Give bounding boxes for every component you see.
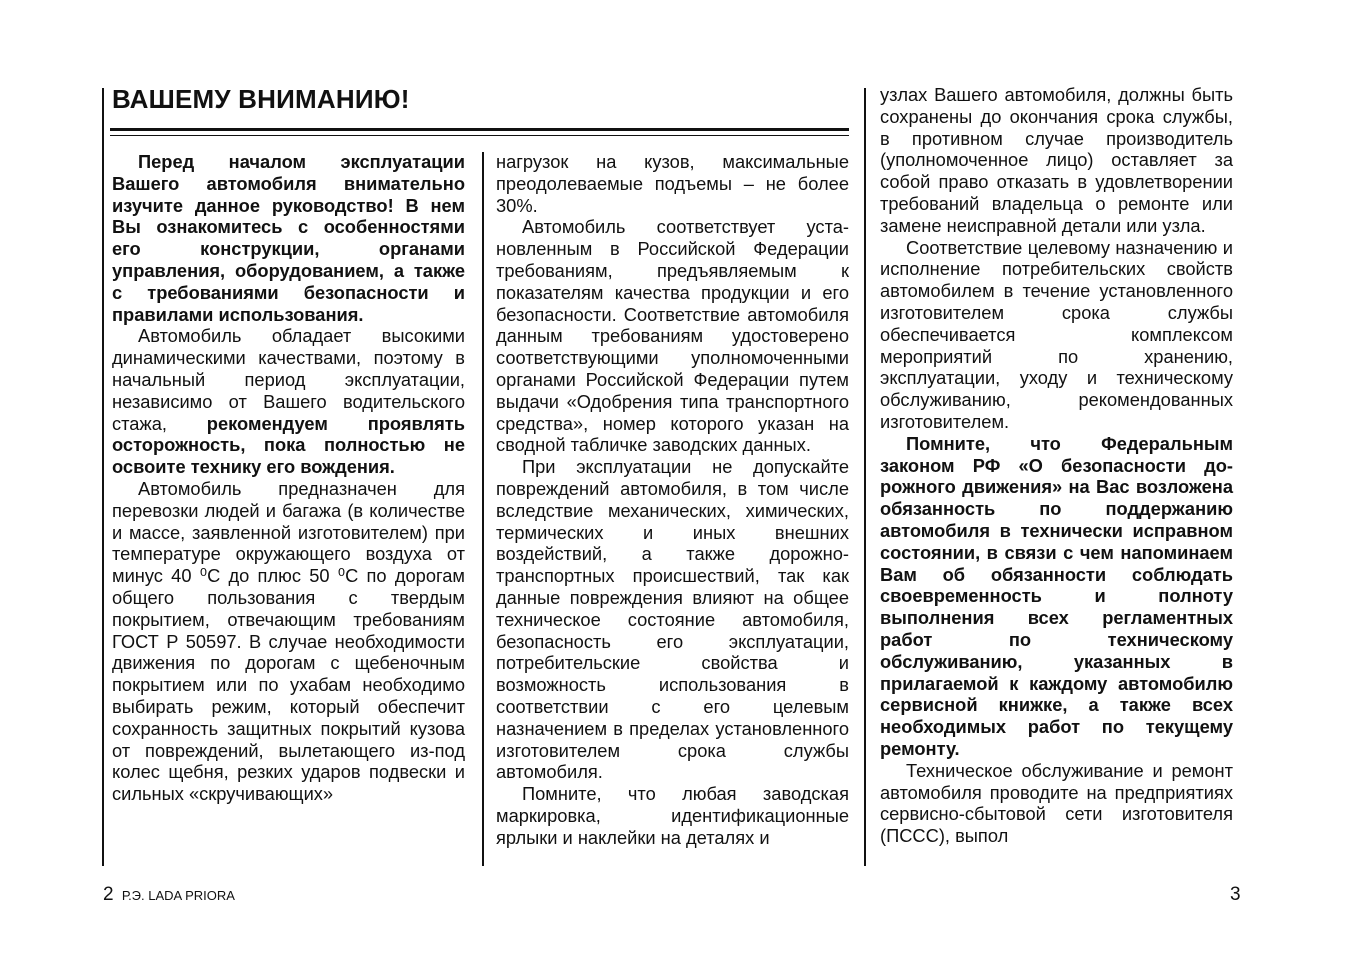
paragraph: Автомобиль соответствует установленным в Российской Федерации требованиям, предъявляемым к показателям качества продукции и его безопасности. Соответствие автомобиля данным требованиям удостоверено соответствующими уполномоченными органами Российской Федерации путем выдачи «Одобрения типа транспортного средства», номер которого указан на сводной табличке заводских данных.	[496, 216, 849, 456]
text-column-2	[496, 151, 849, 849]
paragraph: нагрузок на кузов, максимальные преодолеваемые подъемы – не более 30%.	[496, 151, 849, 216]
bold-text: Перед началом эксплуатации Вашего автомобиля внимательно изучите данное руководство! В нем Вы ознакомитесь с особенностями его конструкции, органами управления, оборудованием, а также с требованиями безопасности и правилами использования.	[112, 151, 465, 325]
paragraph	[880, 433, 1233, 760]
page-number-left: 2	[103, 884, 114, 905]
title-underline-thin	[110, 135, 849, 136]
paragraph	[112, 325, 465, 478]
bold-text: рекомендуем проявлять осторожность, пока полностью не освоите технику его вождения.	[112, 412, 465, 478]
manual-label: Р.Э. LADA PRIORA	[121, 888, 235, 903]
text-column-3	[880, 84, 1233, 847]
bold-text: Помните, что Федеральным законом РФ «О безопасности дорожного движения» на Вас возложена обязанность по поддержанию автомобиля в технически исправном состоянии, в связи с чем напоминаем Вам об обязанности соблюдать своевременность и полноту выполнения всех регламентных работ по техническому обслуживанию, указанных в прилагаемой к каждому автомобилю сервисной книжке, а также всех необходимых работ по текущему ремонту.	[880, 432, 1233, 759]
paragraph: Соответствие целевому назначению и исполнение потребительских свойств автомобилем в течение установленного изготовителем срока службы обеспечивается комплексом мероприятий по хранению, эксплуатации, уходу и техническому обслуживанию, рекомендованных изготовителем.	[880, 236, 1233, 432]
footer-left	[103, 884, 235, 906]
paragraph: При эксплуатации не допускайте повреждений автомобиля, в том числе вследствие механических, химических, термических и иных внешних воздействий, а также дорожно-транспортных происшествий, так как данные повреждения влияют на общее техническое состояние автомобиля, безопасность его эксплуатации, потребительские свойства и возможность использования в соответствии с его целевым назначением в пределах установленного изготовителем срока службы автомобиля.	[496, 456, 849, 783]
title-underline-thick	[110, 128, 849, 131]
paragraph-text: Автомобиль обладает высокими динамическими качествами, поэтому в начальный период эксплуатации, независимо от Вашего водительского стажа,	[112, 325, 465, 434]
column-divider-2	[864, 88, 866, 866]
page-title: ВАШЕМУ ВНИМАНИЮ!	[112, 84, 410, 114]
column-divider-1	[482, 152, 484, 866]
left-margin-rule	[102, 88, 104, 866]
paragraph: Помните, что любая заводская маркировка, идентификационные ярлыки и наклейки на деталях и	[496, 783, 849, 848]
text-column-1	[112, 151, 465, 805]
paragraph: Техническое обслуживание и ремонт автомобиля проводите на предприятиях сервисно-сбытовой сети изготовителя (ПССС), выпол	[880, 759, 1233, 847]
paragraph: Автомобиль предназначен для перевозки людей и багажа (в количестве и массе, заявленной изготовителем) при температуре окружающего воздуха от минус 40 ⁰С до плюс 50 ⁰С по дорогам общего пользования с твердым покрытием, отвечающим требованиям ГОСТ Р 50597. В случае необходимости движения по дорогам с щебеночным покрытием или по ухабам необходимо выбирать режим, который обеспечит сохранность защитных покрытий кузова от повреждений, вылетающего из-под колес щебня, резких ударов подвески и сильных «скручивающих»	[112, 477, 465, 805]
paragraph	[112, 151, 465, 325]
paragraph: узлах Вашего автомобиля, должны быть сохранены до окончания срока службы, в противном случае производитель (уполномоченное лицо) оставляет за собой право отказать в удовлетворении требований владельца о ремонте или замене неисправной детали или узла.	[880, 84, 1233, 236]
page-number-right: 3	[1230, 884, 1241, 905]
